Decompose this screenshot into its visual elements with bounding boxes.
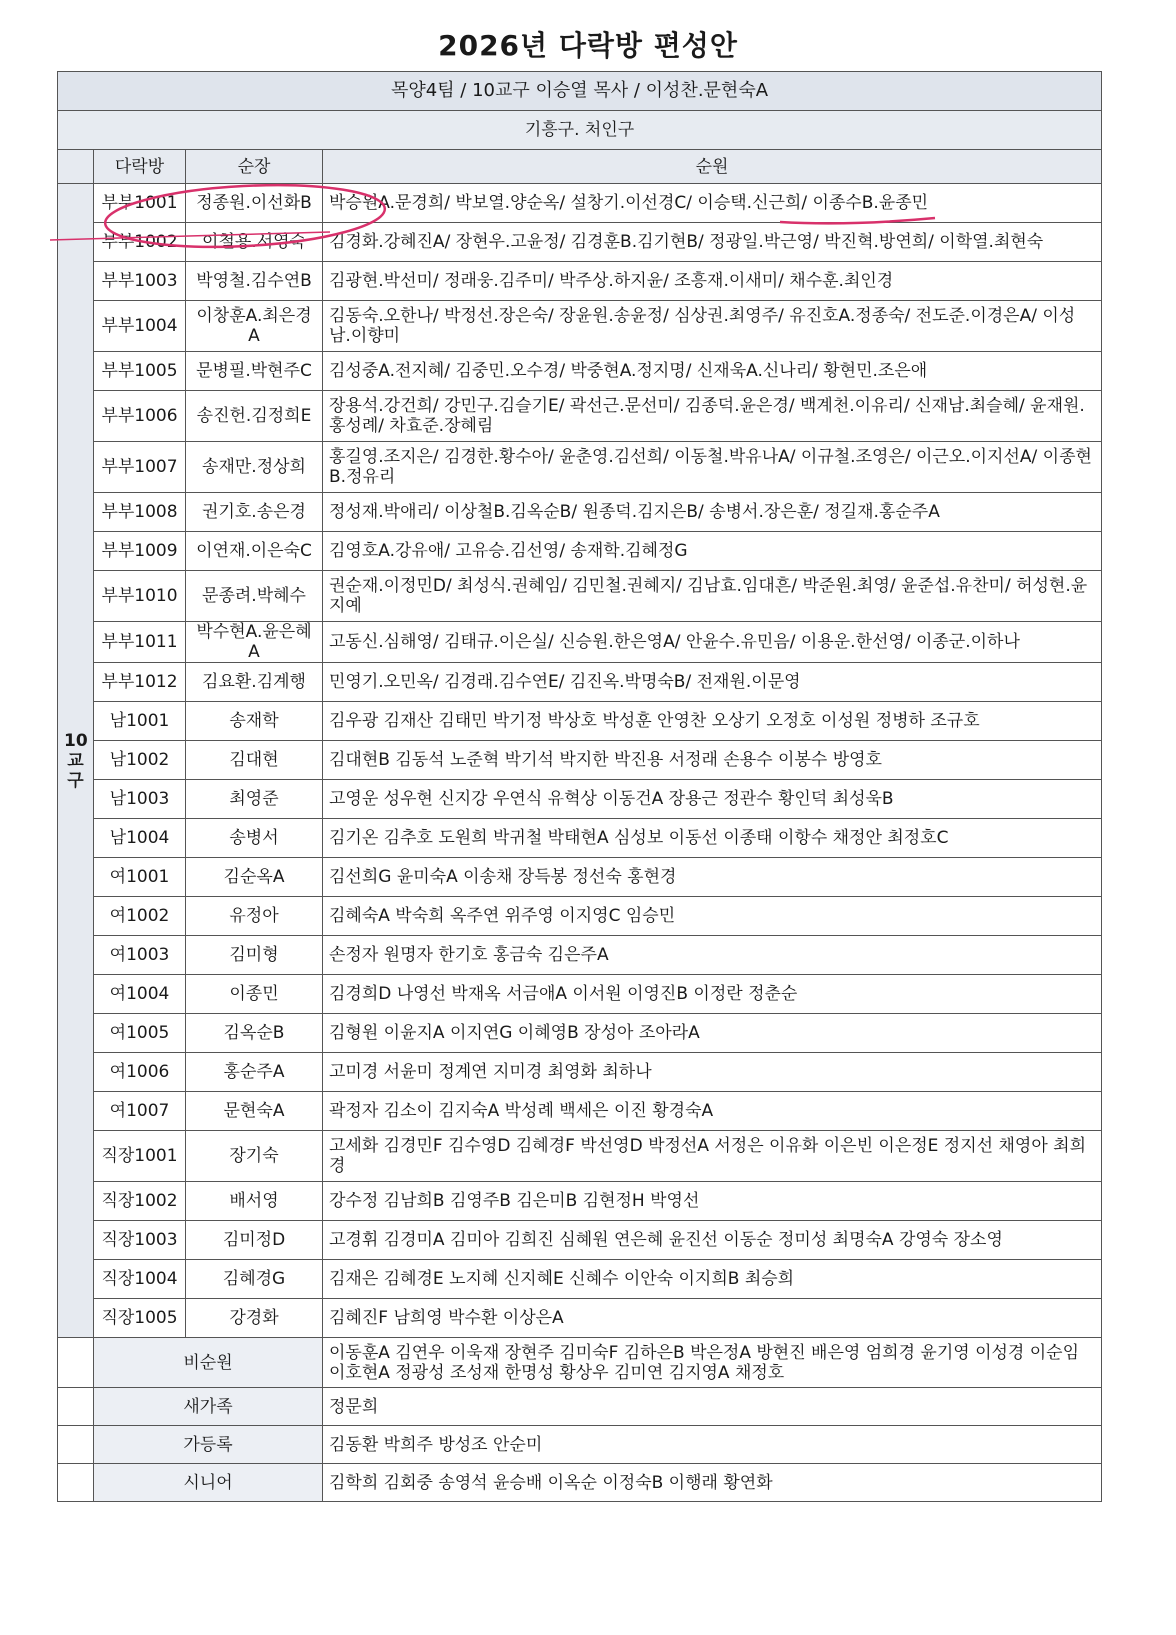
room-cell: 직장1001 [94,1131,186,1182]
district-label-char: 10 [64,730,88,751]
room-cell: 남1004 [94,819,186,858]
table-row [58,1299,1102,1338]
room-cell: 여1006 [94,1053,186,1092]
table-row [58,223,1102,262]
room-cell: 여1003 [94,936,186,975]
leader-cell: 강경화 [186,1299,323,1338]
members-cell: 강수정 김남희B 김영주B 김은미B 김현정H 박영선 [323,1182,1102,1221]
leader-cell: 김혜경G [186,1260,323,1299]
extra-side-blank [58,1338,94,1388]
room-cell: 여1005 [94,1014,186,1053]
team-banner: 목양4팀 / 10교구 이승열 목사 / 이성찬.문현숙A [58,72,1102,111]
table-row [58,702,1102,741]
members-cell: 고동신.심해영/ 김태규.이은실/ 신승원.한은영A/ 안윤수.유민음/ 이용운.한선영/ 이종군.이하나 [323,622,1102,663]
room-cell: 직장1005 [94,1299,186,1338]
room-cell: 직장1003 [94,1221,186,1260]
room-cell: 여1007 [94,1092,186,1131]
members-cell: 고경휘 김경미A 김미아 김희진 심혜원 연은혜 윤진선 이동순 정미성 최명숙A 강영숙 장소영 [323,1221,1102,1260]
members-cell: 김경희D 나영선 박재옥 서금애A 이서원 이영진B 이정란 정춘순 [323,975,1102,1014]
table-row [58,1131,1102,1182]
extra-label: 새가족 [94,1388,323,1426]
members-cell: 손정자 원명자 한기호 홍금숙 김은주A [323,936,1102,975]
room-cell: 남1002 [94,741,186,780]
district-label-char: 구 [67,770,84,791]
leader-cell: 권기호.송은경 [186,493,323,532]
members-cell: 김형원 이윤지A 이지연G 이혜영B 장성아 조아라A [323,1014,1102,1053]
table-row [58,391,1102,442]
table-row [58,858,1102,897]
room-cell: 부부1010 [94,571,186,622]
extra-members: 이동훈A 김연우 이욱재 장현주 김미숙F 김하은B 박은정A 방현진 배은영 엄희경 윤기영 이성경 이순임 이호현A 정광성 조성재 한명성 황상우 김미연 김지영A 채정호 [323,1338,1102,1388]
table-row [58,352,1102,391]
room-cell: 부부1005 [94,352,186,391]
members-cell: 고영운 성우현 신지강 우연식 유혁상 이동건A 장용근 정관수 황인덕 최성욱B [323,780,1102,819]
leader-cell: 이철용.서영숙 [186,223,323,262]
leader-cell: 김대현 [186,741,323,780]
members-cell: 김혜진F 남희영 박수환 이상은A [323,1299,1102,1338]
extra-row [58,1464,1102,1502]
table-row [58,1053,1102,1092]
members-cell: 박승원A.문경희/ 박보열.양순옥/ 설창기.이선경C/ 이승택.신근희/ 이종수B.윤종민 [323,184,1102,223]
header-members: 순원 [323,150,1102,184]
leader-cell: 박수현A.윤은혜A [186,622,323,663]
organization-table [57,71,1102,1502]
extra-row [58,1426,1102,1464]
table-row [58,1260,1102,1299]
extra-members: 김동환 박희주 방성조 안순미 [323,1426,1102,1464]
extra-row [58,1338,1102,1388]
header-room: 다락방 [94,150,186,184]
extra-label: 비순원 [94,1338,323,1388]
extra-label: 가등록 [94,1426,323,1464]
table-row [58,1092,1102,1131]
room-cell: 부부1008 [94,493,186,532]
leader-cell: 송진헌.김정희E [186,391,323,442]
table-row [58,184,1102,223]
extra-label: 시니어 [94,1464,323,1502]
members-cell: 장용석.강건희/ 강민구.김슬기E/ 곽선근.문선미/ 김종덕.윤은경/ 백계천.이유리/ 신재남.최슬혜/ 윤재원.홍성례/ 차효준.장혜림 [323,391,1102,442]
page-title: 2026년 다락방 편성안 [438,29,738,62]
room-cell: 부부1011 [94,622,186,663]
members-cell: 권순재.이정민D/ 최성식.권혜임/ 김민철.권혜지/ 김남효.임대흔/ 박준원.최영/ 윤준섭.유찬미/ 허성현.윤지예 [323,571,1102,622]
table-row [58,493,1102,532]
table-row [58,975,1102,1014]
leader-cell: 장기숙 [186,1131,323,1182]
leader-cell: 정종원.이선화B [186,184,323,223]
room-cell: 직장1002 [94,1182,186,1221]
table-row [58,622,1102,663]
leader-cell: 문현숙A [186,1092,323,1131]
members-cell: 정성재.박애리/ 이상철B.김옥순B/ 원종덕.김지은B/ 송병서.장은훈/ 정길재.홍순주A [323,493,1102,532]
room-cell: 부부1006 [94,391,186,442]
extra-members: 김학희 김회중 송영석 윤승배 이옥순 이정숙B 이행래 황연화 [323,1464,1102,1502]
room-cell: 부부1009 [94,532,186,571]
leader-cell: 송병서 [186,819,323,858]
members-cell: 김경화.강혜진A/ 장현우.고윤정/ 김경훈B.김기현B/ 정광일.박근영/ 박진혁.방연희/ 이학열.최현숙 [323,223,1102,262]
leader-cell: 이창훈A.최은경A [186,301,323,352]
table-row [58,936,1102,975]
room-cell: 부부1002 [94,223,186,262]
members-cell: 곽정자 김소이 김지숙A 박성례 백세은 이진 황경숙A [323,1092,1102,1131]
members-cell: 김혜숙A 박숙희 옥주연 위주영 이지영C 임승민 [323,897,1102,936]
leader-cell: 송재학 [186,702,323,741]
table-row [58,571,1102,622]
leader-cell: 송재만.정상희 [186,442,323,493]
header-side-blank [58,150,94,184]
leader-cell: 김미형 [186,936,323,975]
region-row: 기흥구. 처인구 [58,111,1102,150]
header-leader: 순장 [186,150,323,184]
leader-cell: 홍순주A [186,1053,323,1092]
members-cell: 김성중A.전지혜/ 김중민.오수경/ 박중현A.정지명/ 신재욱A.신나리/ 황현민.조은애 [323,352,1102,391]
table-row [58,301,1102,352]
table-row [58,819,1102,858]
room-cell: 부부1004 [94,301,186,352]
leader-cell: 박영철.김수연B [186,262,323,301]
leader-cell: 최영준 [186,780,323,819]
district-label-char: 교 [67,750,84,771]
extra-members: 정문희 [323,1388,1102,1426]
room-cell: 남1003 [94,780,186,819]
extra-side-blank [58,1426,94,1464]
members-cell: 김재은 김혜경E 노지혜 신지혜E 신혜수 이안숙 이지희B 최승희 [323,1260,1102,1299]
room-cell: 부부1007 [94,442,186,493]
members-cell: 김광현.박선미/ 정래웅.김주미/ 박주상.하지윤/ 조흥재.이새미/ 채수훈.최인경 [323,262,1102,301]
table-row [58,442,1102,493]
leader-cell: 이연재.이은숙C [186,532,323,571]
table-row [58,663,1102,702]
members-cell: 홍길영.조지은/ 김경한.황수아/ 윤춘영.김선희/ 이동철.박유나A/ 이규철.조영은/ 이근오.이지선A/ 이종현B.정유리 [323,442,1102,493]
table-row [58,1182,1102,1221]
members-cell: 김선희G 윤미숙A 이송채 장득봉 정선숙 홍현경 [323,858,1102,897]
table-row [58,780,1102,819]
members-cell: 민영기.오민옥/ 김경래.김수연E/ 김진옥.박명숙B/ 전재원.이문영 [323,663,1102,702]
room-cell: 부부1001 [94,184,186,223]
table-row [58,1014,1102,1053]
room-cell: 부부1003 [94,262,186,301]
leader-cell: 이종민 [186,975,323,1014]
leader-cell: 김미정D [186,1221,323,1260]
table-row [58,262,1102,301]
room-cell: 여1002 [94,897,186,936]
members-cell: 고세화 김경민F 김수영D 김혜경F 박선영D 박정선A 서정은 이유화 이은빈 이은정E 정지선 채영아 최희경 [323,1131,1102,1182]
extra-side-blank [58,1388,94,1426]
table-row [58,897,1102,936]
extra-row [58,1388,1102,1426]
leader-cell: 김순옥A [186,858,323,897]
leader-cell: 김옥순B [186,1014,323,1053]
room-cell: 남1001 [94,702,186,741]
room-cell: 여1004 [94,975,186,1014]
leader-cell: 유정아 [186,897,323,936]
district-label [58,184,94,1338]
leader-cell: 배서영 [186,1182,323,1221]
members-cell: 김기온 김추호 도원희 박귀철 박태현A 심성보 이동선 이종태 이항수 채정안 최정호C [323,819,1102,858]
table-row [58,1221,1102,1260]
members-cell: 김영호A.강유애/ 고유승.김선영/ 송재학.김혜정G [323,532,1102,571]
extra-side-blank [58,1464,94,1502]
members-cell: 김동숙.오한나/ 박정선.장은숙/ 장윤원.송윤정/ 심상권.최영주/ 유진호A.정종숙/ 전도준.이경은A/ 이성남.이향미 [323,301,1102,352]
members-cell: 김대현B 김동석 노준혁 박기석 박지한 박진용 서정래 손용수 이봉수 방영호 [323,741,1102,780]
leader-cell: 김요환.김계행 [186,663,323,702]
table-row [58,741,1102,780]
room-cell: 여1001 [94,858,186,897]
leader-cell: 문병필.박현주C [186,352,323,391]
room-cell: 부부1012 [94,663,186,702]
room-cell: 직장1004 [94,1260,186,1299]
leader-cell: 문종려.박혜수 [186,571,323,622]
members-cell: 김우광 김재산 김태민 박기정 박상호 박성훈 안영찬 오상기 오정호 이성원 정병하 조규호 [323,702,1102,741]
table-row [58,532,1102,571]
members-cell: 고미경 서윤미 정계연 지미경 최영화 최하나 [323,1053,1102,1092]
